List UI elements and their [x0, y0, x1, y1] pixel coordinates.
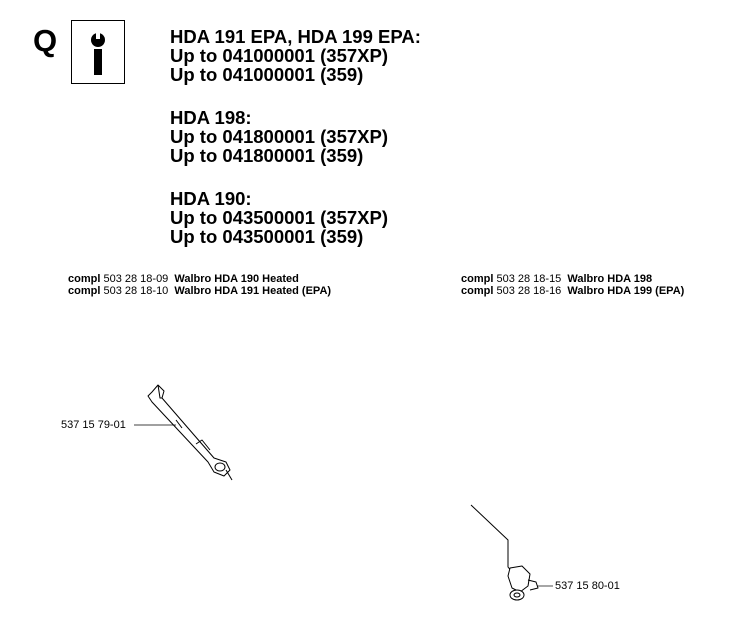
compl-prefix: compl: [68, 273, 101, 285]
compl-prefix: compl: [68, 285, 101, 297]
part-rod-illustration: [148, 385, 232, 480]
compl-description: Walbro HDA 191 Heated (EPA): [174, 285, 332, 297]
heading-line: Up to 043500001 (359): [170, 226, 364, 247]
heading-line: HDA 191 EPA, HDA 199 EPA:: [170, 26, 421, 47]
part-number-label: 537 15 80-01: [555, 580, 620, 592]
heading-line: Up to 041800001 (359): [170, 145, 364, 166]
compl-description: Walbro HDA 198: [567, 273, 653, 285]
compl-number: 503 28 18-15: [496, 273, 562, 285]
compl-number: 503 28 18-09: [103, 273, 169, 285]
part-lever-illustration: [471, 505, 538, 600]
compl-prefix: compl: [461, 273, 494, 285]
heading-line: HDA 190:: [170, 188, 252, 209]
section-letter: Q: [33, 23, 58, 58]
part-number-label: 537 15 79-01: [61, 419, 126, 431]
compl-description: Walbro HDA 190 Heated: [174, 273, 299, 285]
compl-prefix: compl: [461, 285, 494, 297]
heading-line: Up to 041800001 (357XP): [170, 126, 389, 147]
heading-line: Up to 041000001 (359): [170, 64, 364, 85]
compl-number: 503 28 18-10: [103, 285, 169, 297]
heading-line: Up to 043500001 (357XP): [170, 207, 389, 228]
heading-line: HDA 198:: [170, 107, 252, 128]
compl-number: 503 28 18-16: [496, 285, 562, 297]
heading-line: Up to 041000001 (357XP): [170, 45, 389, 66]
compl-description: Walbro HDA 199 (EPA): [567, 285, 685, 297]
